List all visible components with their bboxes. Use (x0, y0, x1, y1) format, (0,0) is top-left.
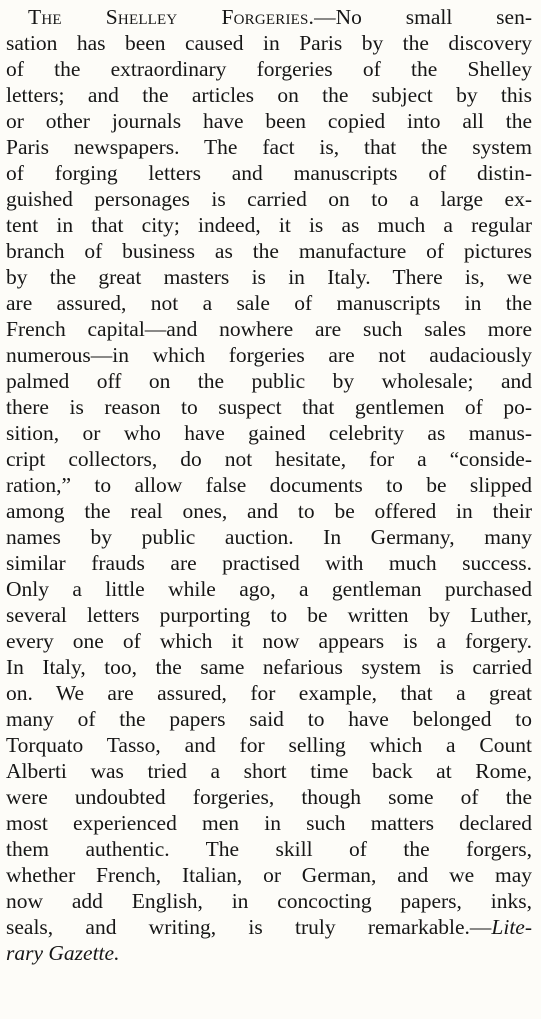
article-line: are assured, not a sale of manuscripts in the (6, 291, 532, 315)
article-line: of forging letters and manuscripts of distin- (6, 161, 532, 185)
article-line: on. We are assured, for example, that a great (6, 681, 532, 705)
article-line: of the extraordinary forgeries of the Shelley (6, 57, 532, 81)
article-line: sation has been caused in Paris by the discovery (6, 31, 532, 55)
article-line: similar frauds are practised with much success. (6, 551, 532, 575)
article-line: French capital—and nowhere are such sales more (6, 317, 532, 341)
article-line: many of the papers said to have belonged to (6, 707, 532, 731)
article-line: cript collectors, do not hesitate, for a “conside- (6, 447, 532, 471)
article-line: were undoubted forgeries, though some of the (6, 785, 532, 809)
article-line: numerous—in which forgeries are not audaciously (6, 343, 532, 367)
article-line: sition, or who have gained celebrity as manus- (6, 421, 532, 445)
article-line: among the real ones, and to be offered in their (6, 499, 532, 523)
article-line: several letters purporting to be written by Luther, (6, 603, 532, 627)
article-line: tent in that city; indeed, it is as much a regular (6, 213, 532, 237)
article-line: ration,” to allow false documents to be slipped (6, 473, 532, 497)
article-line: Torquato Tasso, and for selling which a Count (6, 733, 532, 757)
article-line: by the great masters is in Italy. There is, we (6, 265, 532, 289)
article-line: In Italy, too, the same nefarious system is carried (6, 655, 532, 679)
source-dash: — (469, 915, 492, 939)
article-line: Paris newspapers. The fact is, that the system (6, 135, 532, 159)
article-line (6, 4, 532, 30)
article-title: The Shelley Forgeries. (28, 5, 315, 29)
article-line: or other journals have been copied into all the (6, 109, 532, 133)
source-credit-end: rary Gazette. (6, 941, 120, 965)
article-line: palmed off on the public by wholesale; and (6, 369, 532, 393)
article-line: Only a little while ago, a gentleman purchased (6, 577, 532, 601)
article-line: there is reason to suspect that gentlemen of po- (6, 395, 532, 419)
article-line: branch of business as the manufacture of pictures (6, 239, 532, 263)
article-line-text: seals, and writing, is truly remarkable. (6, 915, 470, 939)
article-line (6, 914, 532, 940)
article-column (6, 4, 532, 966)
article-line: names by public auction. In Germany, many (6, 525, 532, 549)
article-line: every one of which it now appears is a forgery. (6, 629, 532, 653)
source-credit-start: Lite- (491, 915, 532, 939)
article-line: letters; and the articles on the subject by this (6, 83, 532, 107)
article-line: now add English, in concocting papers, inks, (6, 889, 532, 913)
article-line: Alberti was tried a short time back at Rome, (6, 759, 532, 783)
article-line: most experienced men in such matters declared (6, 811, 532, 835)
title-dash: — (314, 5, 336, 29)
article-line: whether French, Italian, or German, and we may (6, 863, 532, 887)
article-line: them authentic. The skill of the forgers, (6, 837, 532, 861)
article-line: guished personages is carried on to a large ex- (6, 187, 532, 211)
article-line-text: No small sen- (335, 5, 532, 29)
